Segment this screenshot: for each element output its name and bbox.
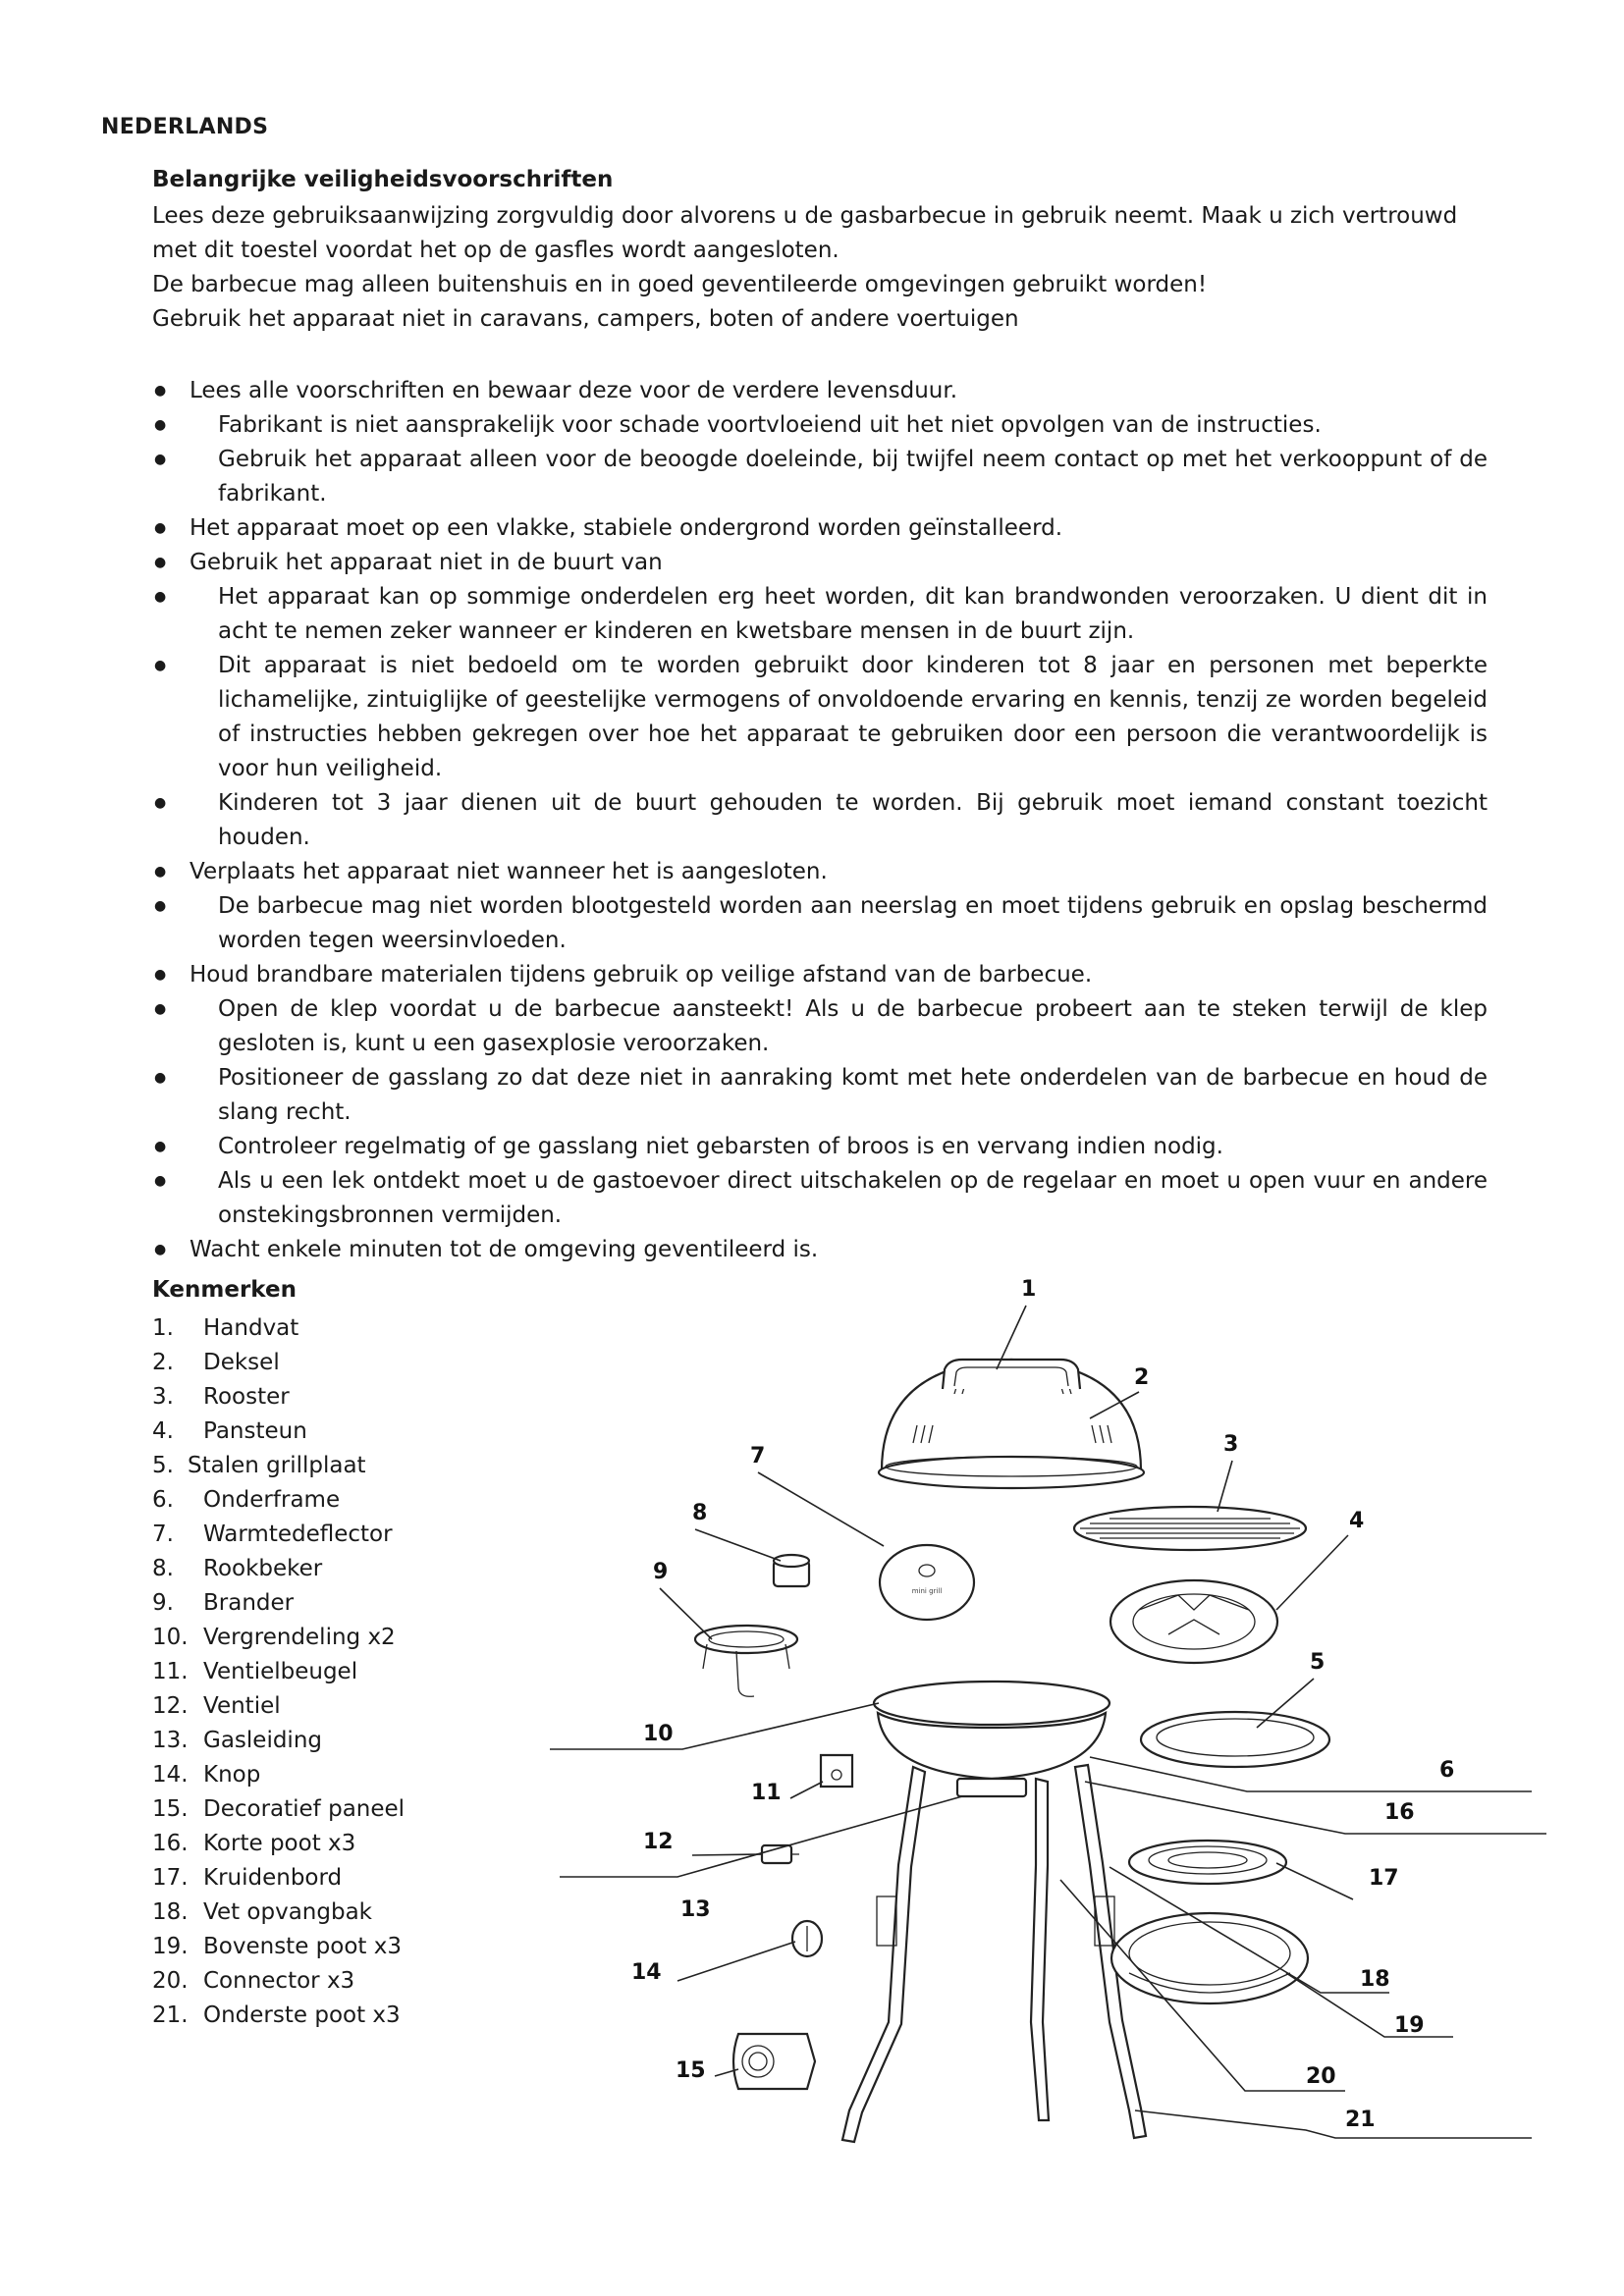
deflector-text: mini grill [911,1587,943,1595]
feature-label: Onderframe [203,1487,341,1513]
callout-10: 10 [643,1722,674,1746]
rule-item: ● De barbecue mag niet worden blootgesteld worden aan neerslag en moet tijdens gebruik en opslag beschermd worden tegen weersinvloeden. [152,889,1488,958]
callout-6: 6 [1439,1758,1455,1783]
callout-5: 5 [1310,1650,1326,1675]
features-heading: Kenmerken [152,1277,297,1303]
feature-number: 18. [152,1899,189,1925]
feature-number: 7. [152,1522,174,1547]
callout-20: 20 [1306,2064,1336,2089]
intro-paragraph: De barbecue mag alleen buitenshuis en in goed geventileerde omgevingen gebruikt worden! [152,272,1208,297]
feature-number: 10. [152,1625,189,1650]
rule-item: ● Het apparaat moet op een vlakke, stabiele ondergrond worden geïnstalleerd. [152,511,1488,546]
feature-number: 5. [152,1453,174,1478]
feature-number: 15. [152,1796,189,1822]
rule-item: ● Gebruik het apparaat niet in de buurt van [152,546,1488,580]
grate-part [1074,1507,1306,1550]
rule-item: ● Open de klep voordat u de barbecue aansteekt! Als u de barbecue probeert aan te steken terwijl de klep gesloten is, kunt u een gasexplosie veroorzaken. [152,992,1488,1061]
rule-item: ● Wacht enkele minuten tot de omgeving geventileerd is. [152,1233,1488,1267]
feature-label: Korte poot x3 [203,1831,356,1856]
feature-label: Ventiel [203,1693,281,1719]
feature-label: Onderste poot x3 [203,2002,401,2028]
callout-1: 1 [1021,1277,1037,1302]
feature-number: 11. [152,1659,189,1684]
rule-item: ● Houd brandbare materialen tijdens gebruik op veilige afstand van de barbecue. [152,958,1488,992]
rule-item: ● Gebruik het apparaat alleen voor de beoogde doeleinde, bij twijfel neem contact op met het verkooppunt of de fabrikant. [152,443,1488,511]
callout-13: 13 [680,1897,711,1922]
feature-label: Bovenste poot x3 [203,1934,402,1959]
feature-number: 8. [152,1556,174,1581]
feature-number: 16. [152,1831,189,1856]
handle-part [943,1360,1080,1389]
feature-label: Knop [203,1762,261,1788]
decorative-panel-part [733,2034,815,2089]
feature-label: Gasleiding [203,1728,322,1753]
feature-label: Pansteun [203,1418,307,1444]
rule-item: ● Controleer regelmatig of ge gasslang niet gebarsten of broos is en vervang indien nodig. [152,1130,1488,1164]
spice-tray-part [1129,1841,1286,1884]
rule-item: ● Kinderen tot 3 jaar dienen uit de buurt gehouden te worden. Bij gebruik moet iemand constant toezicht houden. [152,786,1488,855]
feature-label: Deksel [203,1350,280,1375]
valve-bracket-part [821,1755,852,1787]
feature-number: 14. [152,1762,189,1788]
feature-number: 21. [152,2002,189,2028]
grill-plate-part [1141,1712,1329,1767]
feature-label: Handvat [203,1315,299,1341]
rule-item: ● Verplaats het apparaat niet wanneer het is aangesloten. [152,855,1488,889]
feature-number: 20. [152,1968,189,1994]
feature-number: 12. [152,1693,189,1719]
callout-3: 3 [1223,1432,1239,1457]
pan-support-part [1110,1580,1277,1663]
rule-item: ● Lees alle voorschriften en bewaar deze voor de verdere levensduur. [152,374,1488,408]
callout-14: 14 [631,1960,662,1985]
feature-number: 19. [152,1934,189,1959]
feature-label: Warmtedeflector [203,1522,393,1547]
feature-number: 4. [152,1418,174,1444]
feature-number: 17. [152,1865,189,1891]
feature-label: Stalen grillplaat [188,1453,366,1478]
callout-17: 17 [1369,1866,1399,1891]
feature-number: 6. [152,1487,174,1513]
feature-label: Vet opvangbak [203,1899,372,1925]
rule-item: ● Dit apparaat is niet bedoeld om te worden gebruikt door kinderen tot 8 jaar en personen met beperkte lichamelijke, zintuiglijke of geestelijke vermogens of onvoldoende ervaring en kennis, tenzij ze worden begeleid of instructies hebben gekregen over hoe het apparaat te gebruiken door een persoon die verantwoordelijk is voor hun veiligheid. [152,649,1488,786]
callout-7: 7 [750,1444,766,1468]
callout-16: 16 [1384,1800,1415,1825]
burner-part [695,1626,797,1696]
feature-label: Connector x3 [203,1968,355,1994]
callout-15: 15 [676,2058,706,2083]
feature-label: Brander [203,1590,295,1616]
callout-21: 21 [1345,2108,1376,2132]
feature-number: 1. [152,1315,174,1341]
bowl-part [874,1682,1110,1796]
rule-item: ● Het apparaat kan op sommige onderdelen erg heet worden, dit kan brandwonden veroorzaken. U dient dit in acht te nemen zeker wanneer er kinderen en kwetsbare mensen in de buurt zijn. [152,580,1488,649]
rule-item: ● Als u een lek ontdekt moet u de gastoevoer direct uitschakelen op de regelaar en moet u open vuur en andere onstekingsbronnen vermijden. [152,1164,1488,1233]
intro-paragraph: Lees deze gebruiksaanwijzing zorgvuldig door alvorens u de gasbarbecue in gebruik neemt. Maak u zich vertrouwd met dit toestel voordat het op de gasfles wordt aangesloten. [152,203,1458,263]
feature-label: Rookbeker [203,1556,323,1581]
callout-2: 2 [1134,1365,1150,1390]
feature-label: Ventielbeugel [203,1659,358,1684]
callout-9: 9 [653,1560,669,1584]
knob-part [792,1921,822,1956]
rule-item: ● Fabrikant is niet aansprakelijk voor schade voortvloeiend uit het niet opvolgen van de instructies. [152,408,1488,443]
callout-12: 12 [643,1830,674,1854]
feature-number: 9. [152,1590,174,1616]
heat-deflector-part [880,1545,974,1620]
language-heading: NEDERLANDS [101,115,269,139]
feature-label: Vergrendeling x2 [203,1625,396,1650]
feature-label: Rooster [203,1384,290,1410]
legs-part [842,1765,1146,2142]
callout-11: 11 [751,1781,782,1805]
feature-number: 13. [152,1728,189,1753]
feature-label: Decoratief paneel [203,1796,406,1822]
rule-item: ● Positioneer de gasslang zo dat deze niet in aanraking komt met hete onderdelen van de barbecue en houd de slang recht. [152,1061,1488,1130]
callout-18: 18 [1360,1967,1390,1992]
feature-label: Kruidenbord [203,1865,343,1891]
feature-number: 3. [152,1384,174,1410]
intro-paragraph: Gebruik het apparaat niet in caravans, campers, boten of andere voertuigen [152,306,1019,332]
callout-4: 4 [1349,1509,1365,1533]
callout-8: 8 [692,1501,708,1525]
safety-heading: Belangrijke veiligheidsvoorschriften [152,167,614,192]
feature-number: 2. [152,1350,174,1375]
callout-19: 19 [1394,2013,1425,2038]
